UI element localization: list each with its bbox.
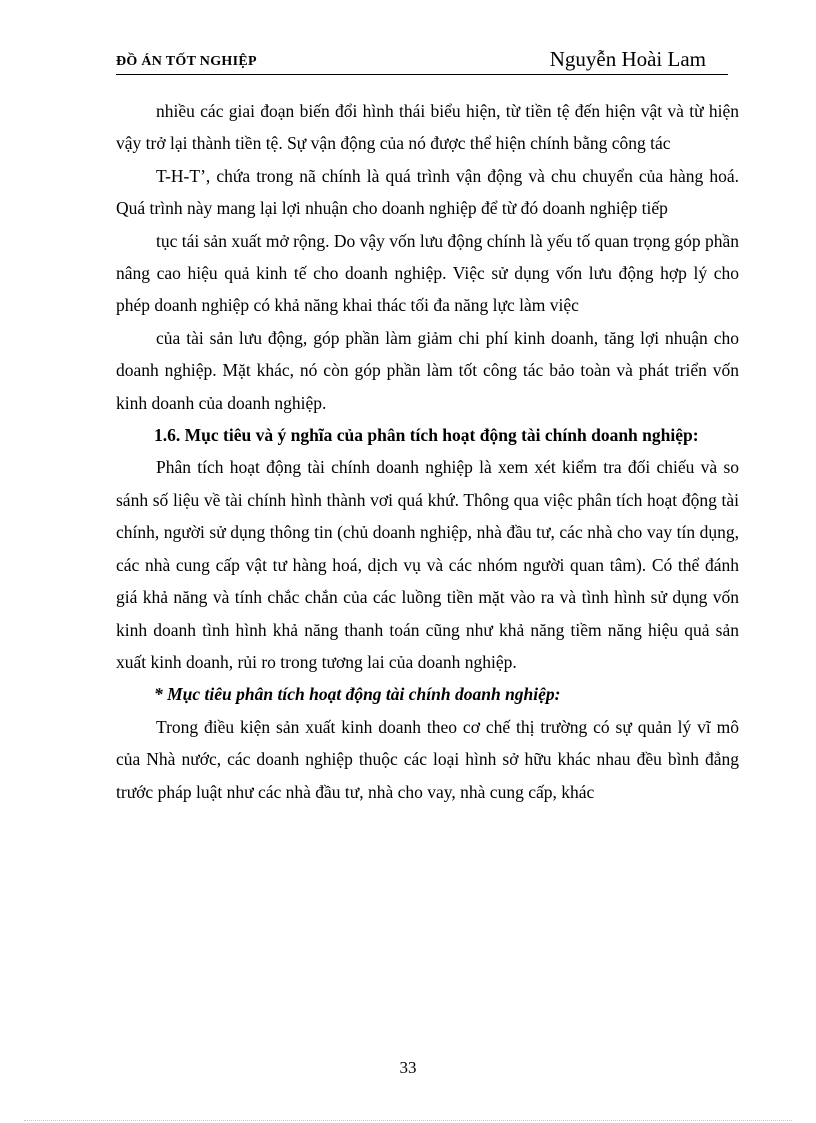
- body-paragraph: của tài sản lưu động, góp phần làm giảm chi phí kinh doanh, tăng lợi nhuận cho doanh nghiệp. Mặt khác, nó còn góp phần làm tốt công tác bảo toàn và phát triển vốn kinh doanh của doanh nghiệp.: [116, 327, 739, 413]
- page-content: [116, 95, 739, 808]
- page-bottom-divider: [24, 1120, 792, 1121]
- subsection-heading: * Mục tiêu phân tích hoạt động tài chính doanh nghiệp:: [154, 684, 561, 705]
- page-number: 33: [399, 1058, 417, 1077]
- section-heading: 1.6. Mục tiêu và ý nghĩa của phân tích hoạt động tài chính doanh nghiệp:: [154, 425, 699, 446]
- body-paragraph: T-H-T’, chứa trong nã chính là quá trình vận động và chu chuyển của hàng hoá. Quá trình này mang lại lợi nhuận cho doanh nghiệp để từ đó doanh nghiệp tiếp: [116, 165, 739, 219]
- page-header: [116, 48, 728, 75]
- body-paragraph: nhiều các giai đoạn biến đổi hình thái biểu hiện, từ tiền tệ đến hiện vật và từ hiện vậy trở lại thành tiền tệ. Sự vận động của nó được thể hiện chính bằng công tác: [116, 101, 739, 154]
- section-paragraph: Phân tích hoạt động tài chính doanh nghiệp là xem xét kiểm tra đối chiếu và so sánh số liệu về tài chính hình thành vơi quá khứ. Thông qua việc phân tích hoạt động tài chính, người sử dụng thông tin (chủ doanh nghiệp, nhà đầu tư, các nhà cho vay tín dụng, các nhà cung cấp vật tư hàng hoá, dịch vụ và các nhóm người quan tâm). Có thể đánh giá khả năng và tính chắc chắn của các luồng tiền mặt vào ra và tình hình sử dụng vốn kinh doanh tình hình khả năng thanh toán cũng như khả năng tiềm năng hiệu quả sản xuất kinh doanh, rủi ro trong tương lai của doanh nghiệp.: [116, 457, 739, 672]
- header-author: Nguyễn Hoài Lam: [549, 47, 706, 71]
- header-title: ĐỒ ÁN TỐT NGHIỆP: [116, 54, 257, 69]
- subsection-paragraph: Trong điều kiện sản xuất kinh doanh theo cơ chế thị trường có sự quản lý vĩ mô của Nhà nước, các doanh nghiệp thuộc các loại hình sở hữu khác nhau đều bình đẳng trước pháp luật như các nhà đầu tư, nhà cho vay, nhà cung cấp, khác: [116, 716, 739, 802]
- body-paragraph: tục tái sản xuất mở rộng. Do vậy vốn lưu động chính là yếu tố quan trọng góp phần nâng cao hiệu quả kinh tế cho doanh nghiệp. Việc sử dụng vốn lưu động hợp lý cho phép doanh nghiệp có khả năng khai thác tối đa năng lực làm việc: [116, 230, 740, 316]
